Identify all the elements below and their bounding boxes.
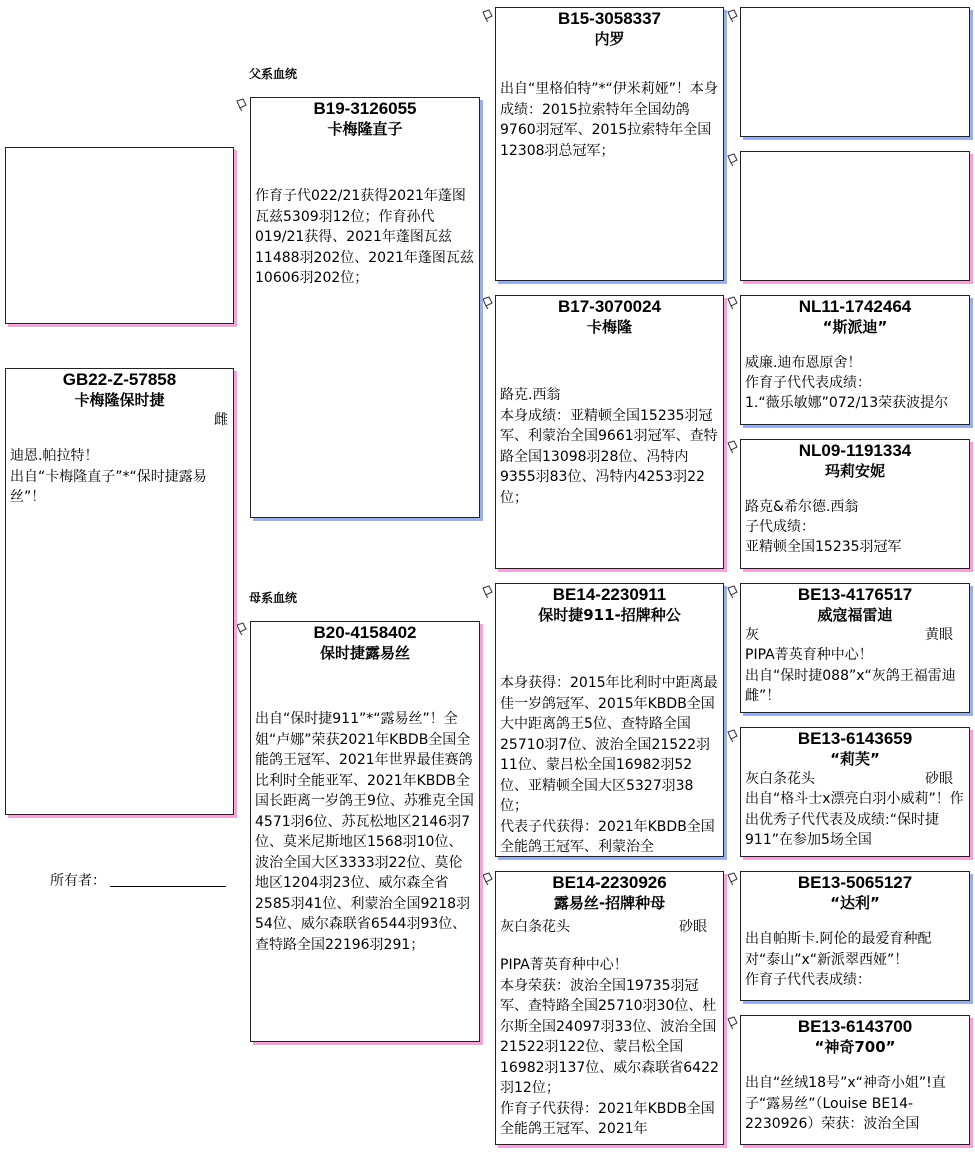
ddd-name: “神奇700” [814,1038,896,1056]
dam-card[interactable] [250,621,480,1042]
dds-desc: 出自帕斯卡.阿伦的最爱育种配对“泰山”x“新派翠西娅”！ 作育子代代表成绩： [745,931,932,988]
dam-sire-name: 保时捷911-招牌种公 [538,606,681,624]
paint-bucket-icon[interactable] [480,585,494,599]
sire-dam-name: 卡梅隆 [586,318,632,336]
dsd-traits [741,769,969,789]
sire-dam-ring: B17-3070024 [557,297,662,316]
dsd-card[interactable] [740,727,970,857]
paint-bucket-icon[interactable] [725,153,739,167]
paint-bucket-icon[interactable] [725,872,739,886]
paint-bucket-icon[interactable] [480,9,494,23]
dam-dam-name: 露易丝-招牌种母 [553,894,666,912]
sire-desc: 作育子代022/21获得2021年蓬图瓦兹5309羽12位；作育孙代019/21获得、2021年蓬图瓦兹11488羽202位、2021年蓬图瓦兹10606羽202位； [255,188,474,286]
sire-dam-desc: 路克.西翁 本身成绩：亚精顿全国15235羽冠军、利蒙治全国9661羽冠军、查特路全国13098羽28位、冯特内9355羽83位、冯特内4253羽22位； [500,387,718,506]
subject-card[interactable] [5,368,234,815]
sdd-desc: 路克&希尔德.西翁 子代成绩： 亚精顿全国15235羽冠军 [745,499,902,555]
sire-line-label: 父系血统 [249,67,298,81]
dss-ring: BE13-4176517 [797,585,913,604]
dss-name: 威寇福雷迪 [817,606,893,624]
sdd-name: 玛莉安妮 [824,462,885,480]
dam-sire-desc: 本身获得：2015年比利时中距离最佳一岁鸽冠军、2015年KBDB全国大中距离鸽王5位、查特路全国25710羽7位、波治全国21522羽11位、蒙吕松全国16982羽52位、亚精顿全国大区5327羽38位； 代表子代获得：2021年KBDB全国全能鸽王冠军、利蒙治全 [500,675,718,855]
paint-bucket-icon[interactable] [234,622,248,636]
dam-dam-color: 灰白条花头 [500,919,570,935]
dsd-desc: 出自“格斗士x漂亮白羽小威莉”！作出优秀子代代表及成绩:“保时捷911”在参加5场全国 [745,791,964,848]
ddd-desc: 出自“丝绒18号”x“神奇小姐”!直子“露易丝”（Louise BE14-2230926）荣获：波治全国 [745,1075,946,1132]
ddd-ring: BE13-6143700 [797,1017,913,1036]
sire-sire-ring: B15-3058337 [557,9,662,28]
paint-bucket-icon[interactable] [725,440,739,454]
sire-ring: B19-3126055 [313,99,417,118]
ssd-card[interactable] [740,151,970,281]
dam-line-label: 母系血统 [249,591,298,605]
subject-desc: 迪恩.帕拉特！ 出自“卡梅隆直子”*“保时捷露易丝”！ [10,448,207,505]
paint-bucket-icon[interactable] [725,9,739,23]
sire-dam-card[interactable] [495,295,724,569]
sire-card[interactable] [250,97,480,518]
dsd-color: 灰白条花头 [745,771,815,787]
dam-desc: 出自“保时捷911”*“露易丝”！全姐“卢娜”荣获2021年KBDB全国全能鸽王冠军、2021年世界最佳赛鸽比利时全能亚军、2021年KBDB全国长距离一岁鸽王9位、苏雅克全国4571羽6位、苏瓦松地区2146羽7位、莫米尼斯地区1568羽10位、波治全国大区3333羽22位、莫伦地区1204羽23位、威尔森全省2585羽41位、利蒙治全国9218羽54位、威尔森联省6544羽93位、查特路全国22196羽291； [255,711,474,953]
dam-dam-card[interactable] [495,871,724,1145]
ddd-card[interactable] [740,1015,970,1145]
dam-dam-desc: PIPA菁英育种中心！ 本身荣获：波治全国19735羽冠军、查特路全国25710羽30位、杜尔斯全国24097羽33位、波治全国21522羽122位、蒙吕松全国16982羽137位、威尔森联省6422羽12位； 作育子代获得：2021年KBDB全国全能鸽王冠军、2021年 [500,957,719,1137]
paint-bucket-icon[interactable] [480,296,494,310]
photo-box[interactable] [5,147,234,324]
sdd-card[interactable] [740,439,970,569]
sds-name: “斯派迪” [822,318,888,336]
paint-bucket-icon[interactable] [725,296,739,310]
sss-card[interactable] [740,7,970,137]
dss-desc: PIPA菁英育种中心！ 出自“保时捷088”x“灰鸽王福雷迪雌”！ [745,647,956,704]
dds-ring: BE13-5065127 [797,873,913,892]
paint-bucket-icon[interactable] [725,729,739,743]
owner-input-line[interactable] [110,886,226,887]
owner-label: 所有者： [50,873,106,889]
paint-bucket-icon[interactable] [234,98,248,112]
sire-sire-desc: 出自“里格伯特”*“伊米莉娅”！本身成绩：2015拉索特年全国幼鸽9760羽冠军、2015拉索特年全国12308羽总冠军； [500,81,719,159]
dds-card[interactable] [740,871,970,1001]
dsd-name: “莉芙” [830,750,880,768]
sdd-ring: NL09-1191334 [798,441,912,460]
subject-name: 卡梅隆保时捷 [74,391,165,409]
dam-dam-eye: 砂眼 [679,919,707,935]
dam-sire-card[interactable] [495,583,724,857]
dss-traits [741,625,969,645]
dsd-ring: BE13-6143659 [797,729,913,748]
sds-card[interactable] [740,295,970,425]
sire-name: 卡梅隆直子 [327,120,403,138]
paint-bucket-icon[interactable] [480,872,494,886]
paint-bucket-icon[interactable] [725,585,739,599]
dam-dam-ring: BE14-2230926 [552,873,667,892]
owner-field[interactable] [50,870,226,890]
paint-bucket-icon[interactable] [725,1016,739,1030]
dam-sire-ring: BE14-2230911 [552,585,667,604]
sds-desc: 威廉.迪布恩原舍！ 作育子代代表成绩： 1.“薇乐敏娜”072/13荣获波提尔 [745,355,949,411]
subject-ring: GB22-Z-57858 [62,370,177,389]
sire-sire-name: 内罗 [594,30,625,48]
dss-eye: 黄眼 [925,627,953,643]
dss-color: 灰 [745,627,759,643]
dam-name: 保时捷露易丝 [319,644,410,662]
dds-name: “达利” [830,894,880,912]
subject-sex: 雌 [214,412,228,428]
dam-ring: B20-4158402 [313,623,417,642]
dss-card[interactable] [740,583,970,713]
sire-sire-card[interactable] [495,7,724,281]
sds-ring: NL11-1742464 [798,297,912,316]
dsd-eye: 砂眼 [925,771,953,787]
dam-dam-traits [496,917,723,937]
